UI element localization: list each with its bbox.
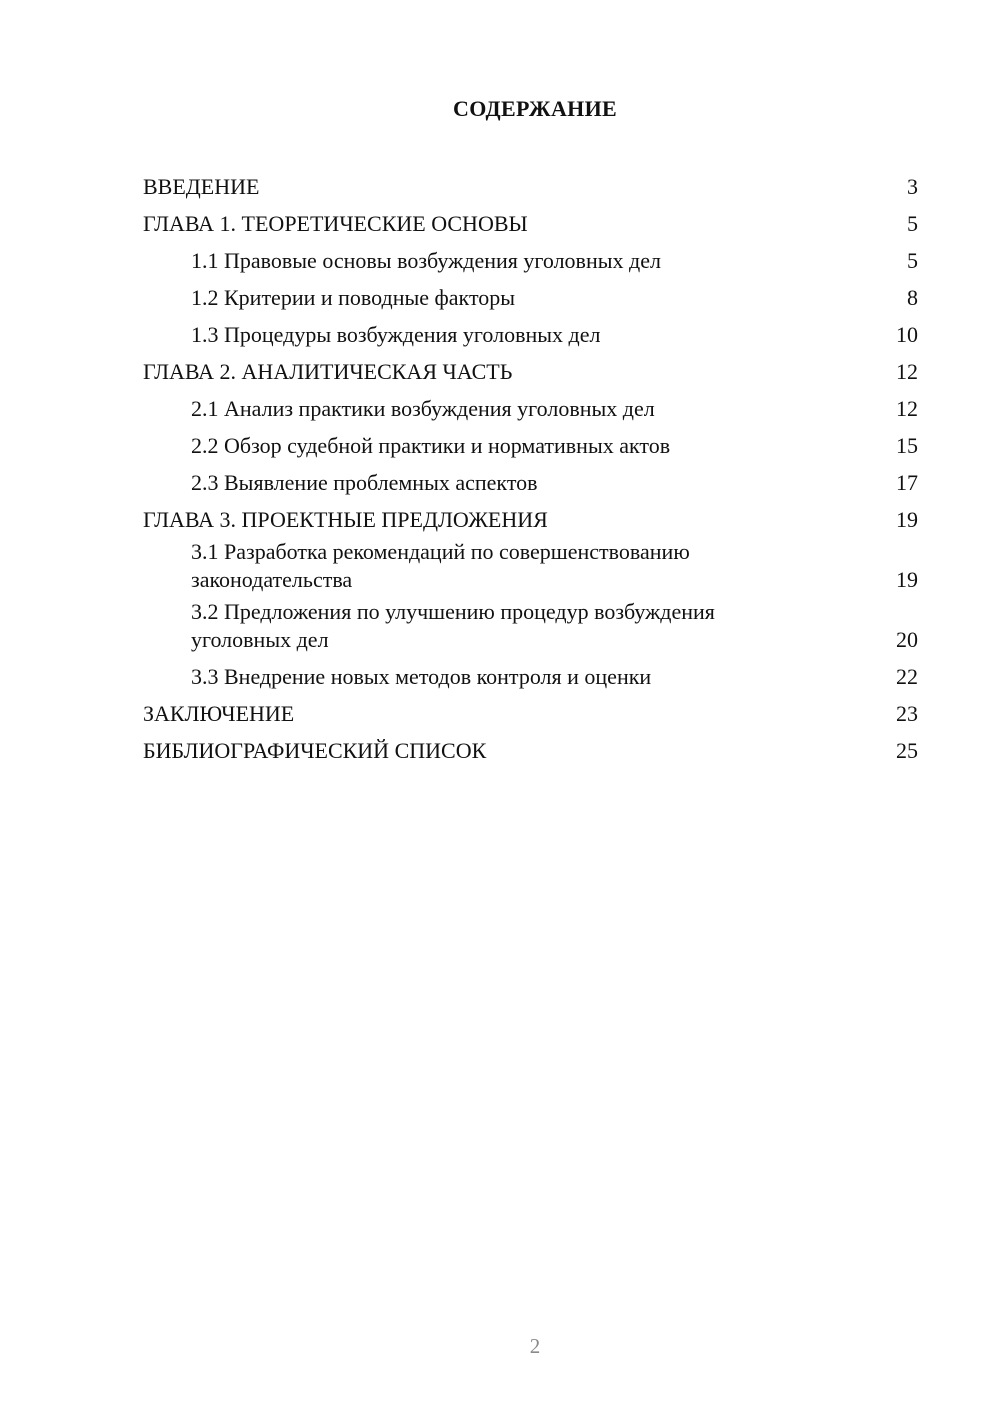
toc-entry-page: 12 xyxy=(896,359,918,384)
toc-entry-page: 25 xyxy=(896,738,918,763)
toc-entry-section-1-3[interactable] xyxy=(143,316,918,353)
toc-entry-conclusion[interactable] xyxy=(143,695,918,732)
toc-entry-text: 3.3 Внедрение новых методов контроля и оценки xyxy=(191,664,652,689)
toc-entry-section-2-1[interactable] xyxy=(143,390,918,427)
toc-entry-page: 12 xyxy=(896,396,918,421)
toc-entry-page: 5 xyxy=(907,248,918,273)
toc-entry-page: 20 xyxy=(896,627,918,652)
toc-entry-section-1-1[interactable] xyxy=(143,242,918,279)
toc-entry-page: 8 xyxy=(907,285,918,310)
toc-entry-text: 2.3 Выявление проблемных аспектов xyxy=(191,470,538,495)
toc-entry-page: 10 xyxy=(896,322,918,347)
toc-entry-text: 2.2 Обзор судебной практики и нормативных актов xyxy=(191,433,671,458)
toc-entry-chapter-2[interactable] xyxy=(143,353,918,390)
toc-entry-section-2-3[interactable] xyxy=(143,464,918,501)
toc-entry-text: ГЛАВА 3. ПРОЕКТНЫЕ ПРЕДЛОЖЕНИЯ xyxy=(143,507,548,532)
toc-entry-text: ГЛАВА 1. ТЕОРЕТИЧЕСКИЕ ОСНОВЫ xyxy=(143,211,528,236)
toc-entry-page: 23 xyxy=(896,701,918,726)
toc-entry-section-3-2[interactable] xyxy=(143,598,918,658)
toc-entry-text: 1.3 Процедуры возбуждения уголовных дел xyxy=(191,322,601,347)
toc-entry-text: 1.1 Правовые основы возбуждения уголовных дел xyxy=(191,248,661,273)
toc-entry-bibliography[interactable] xyxy=(143,732,918,769)
toc-entry-text: 3.1 Разработка рекомендаций по совершенствованию законодательства xyxy=(191,539,690,592)
table-of-contents xyxy=(143,168,918,769)
toc-entry-text: 3.2 Предложения по улучшению процедур возбуждения уголовных дел xyxy=(191,599,715,652)
toc-entry-page: 19 xyxy=(896,507,918,532)
toc-entry-text: ГЛАВА 2. АНАЛИТИЧЕСКАЯ ЧАСТЬ xyxy=(143,359,513,384)
toc-entry-text: 1.2 Критерии и поводные факторы xyxy=(191,285,516,310)
toc-entry-page: 5 xyxy=(907,211,918,236)
toc-title: СОДЕРЖАНИЕ xyxy=(453,96,617,121)
toc-entry-text: ВВЕДЕНИЕ xyxy=(143,174,260,199)
toc-entry-chapter-1[interactable] xyxy=(143,205,918,242)
toc-entry-introduction[interactable] xyxy=(143,168,918,205)
toc-entry-chapter-3[interactable] xyxy=(143,501,918,538)
toc-entry-page: 17 xyxy=(896,470,918,495)
toc-entry-text: 2.1 Анализ практики возбуждения уголовных дел xyxy=(191,396,655,421)
toc-entry-section-3-3[interactable] xyxy=(143,658,918,695)
toc-entry-text: БИБЛИОГРАФИЧЕСКИЙ СПИСОК xyxy=(143,738,487,763)
toc-entry-text: ЗАКЛЮЧЕНИЕ xyxy=(143,701,295,726)
toc-entry-page: 19 xyxy=(896,567,918,592)
toc-entry-page: 15 xyxy=(896,433,918,458)
toc-entry-page: 22 xyxy=(896,664,918,689)
page-number: 2 xyxy=(529,1334,541,1358)
toc-entry-section-1-2[interactable] xyxy=(143,279,918,316)
toc-entry-section-2-2[interactable] xyxy=(143,427,918,464)
toc-entry-page: 3 xyxy=(907,174,918,199)
toc-entry-section-3-1[interactable] xyxy=(143,538,918,598)
